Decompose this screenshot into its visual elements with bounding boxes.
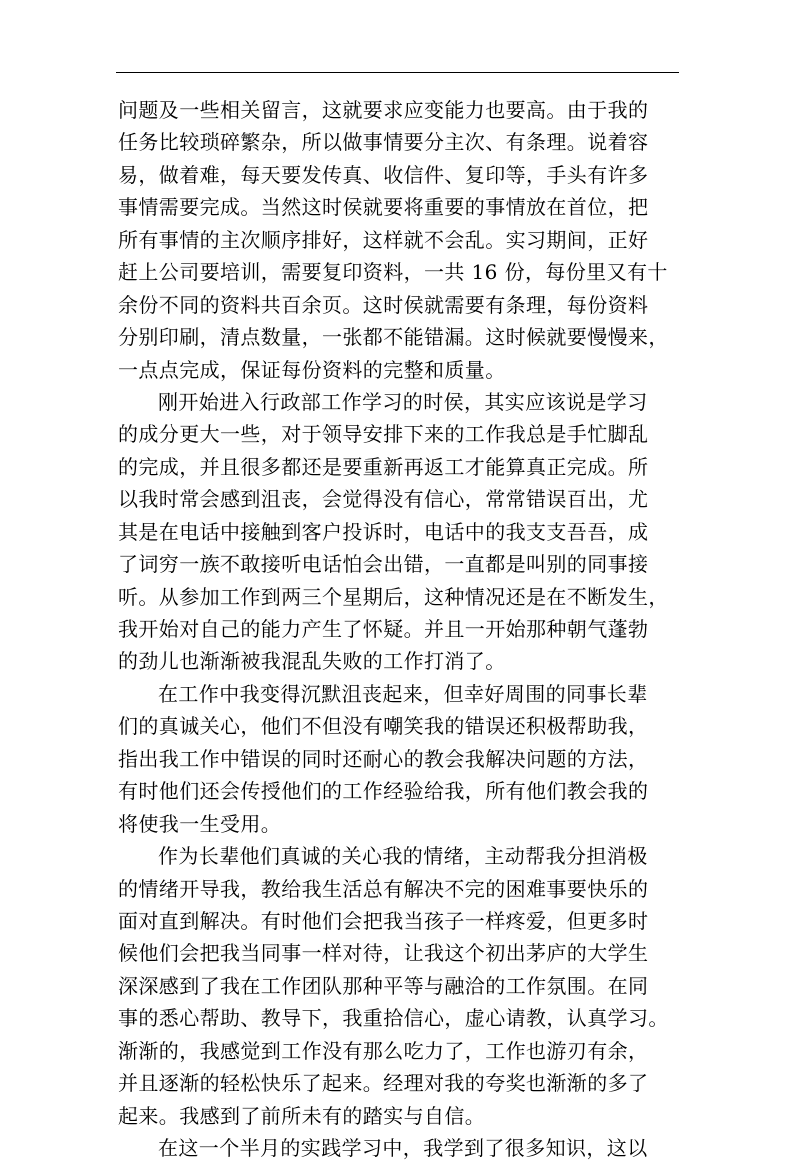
- text-line: 候他们会把我当同事一样对待，让我这个初出茅庐的大学生: [118, 941, 649, 966]
- text-line: 以我时常会感到沮丧，会觉得没有信心，常常错误百出，尤: [118, 487, 649, 512]
- text-line: 的完成，并且很多都还是要重新再返工才能算真正完成。所: [118, 454, 649, 479]
- text-line: 起来。我感到了前所未有的踏实与自信。: [118, 1103, 486, 1128]
- text-line: 任务比较琐碎繁杂，所以做事情要分主次、有条理。说着容: [118, 130, 649, 155]
- text-line: 所有事情的主次顺序排好，这样就不会乱。实习期间，正好: [118, 227, 649, 252]
- text-line: 在这一个半月的实践学习中，我学到了很多知识，这以: [158, 1136, 648, 1160]
- text-line: 分别印刷，清点数量，一张都不能错漏。这时候就要慢慢来，: [118, 325, 669, 350]
- text-line: 深深感到了我在工作团队那种平等与融洽的工作氛围。在同: [118, 973, 649, 998]
- text-line: 刚开始进入行政部工作学习的时侯，其实应该说是学习: [158, 389, 648, 414]
- text-line: 将使我一生受用。: [118, 811, 282, 836]
- text-line: 事的悉心帮助、教导下，我重拾信心，虚心请教，认真学习。: [118, 1006, 669, 1031]
- text-line: 在工作中我变得沉默沮丧起来，但幸好周围的同事长辈: [158, 681, 648, 706]
- text-line: 的情绪开导我，教给我生活总有解决不完的困难事要快乐的: [118, 876, 649, 901]
- text-line: 我开始对自己的能力产生了怀疑。并且一开始那种朝气蓬勃: [118, 617, 649, 641]
- text-line: 有时他们还会传授他们的工作经验给我，所有他们教会我的: [118, 779, 649, 804]
- text-line: 余份不同的资料共百余页。这时侯就需要有条理，每份资料: [118, 292, 649, 317]
- text-line: 并且逐渐的轻松快乐了起来。经理对我的夸奖也渐渐的多了: [118, 1071, 649, 1096]
- header-rule: [116, 72, 679, 73]
- text-line: 渐渐的，我感觉到工作没有那么吃力了，工作也游刃有余，: [118, 1038, 649, 1063]
- text-line: 其是在电话中接触到客户投诉时，电话中的我支支吾吾，成: [118, 519, 649, 544]
- text-line: 赶上公司要培训，需要复印资料，一共 16 份，每份里又有十: [118, 260, 668, 285]
- text-line: 的劲儿也渐渐被我混乱失败的工作打消了。: [118, 649, 506, 674]
- document-body: [118, 94, 688, 1164]
- text-line: 易，做着难，每天要发传真、收信件、复印等，手头有许多: [118, 162, 649, 187]
- text-line: 指出我工作中错误的同时还耐心的教会我解决问题的方法，: [118, 746, 649, 771]
- text-line: 一点点完成，保证每份资料的完整和质量。: [118, 357, 506, 382]
- text-line: 的成分更大一些，对于领导安排下来的工作我总是手忙脚乱: [118, 422, 649, 447]
- text-line: 听。从参加工作到两三个星期后，这种情况还是在不断发生，: [118, 584, 669, 609]
- text-line: 事情需要完成。当然这时侯就要将重要的事情放在首位，把: [118, 195, 649, 220]
- text-line: 作为长辈他们真诚的关心我的情绪，主动帮我分担消极: [158, 844, 648, 869]
- text-line: 了词穷一族不敢接听电话怕会出错，一直都是叫别的同事接: [118, 552, 649, 577]
- text-line: 们的真诚关心，他们不但没有嘲笑我的错误还积极帮助我，: [118, 714, 649, 739]
- text-line: 面对直到解决。有时他们会把我当孩子一样疼爱，但更多时: [118, 908, 649, 933]
- text-line: 问题及一些相关留言，这就要求应变能力也要高。由于我的: [118, 98, 649, 122]
